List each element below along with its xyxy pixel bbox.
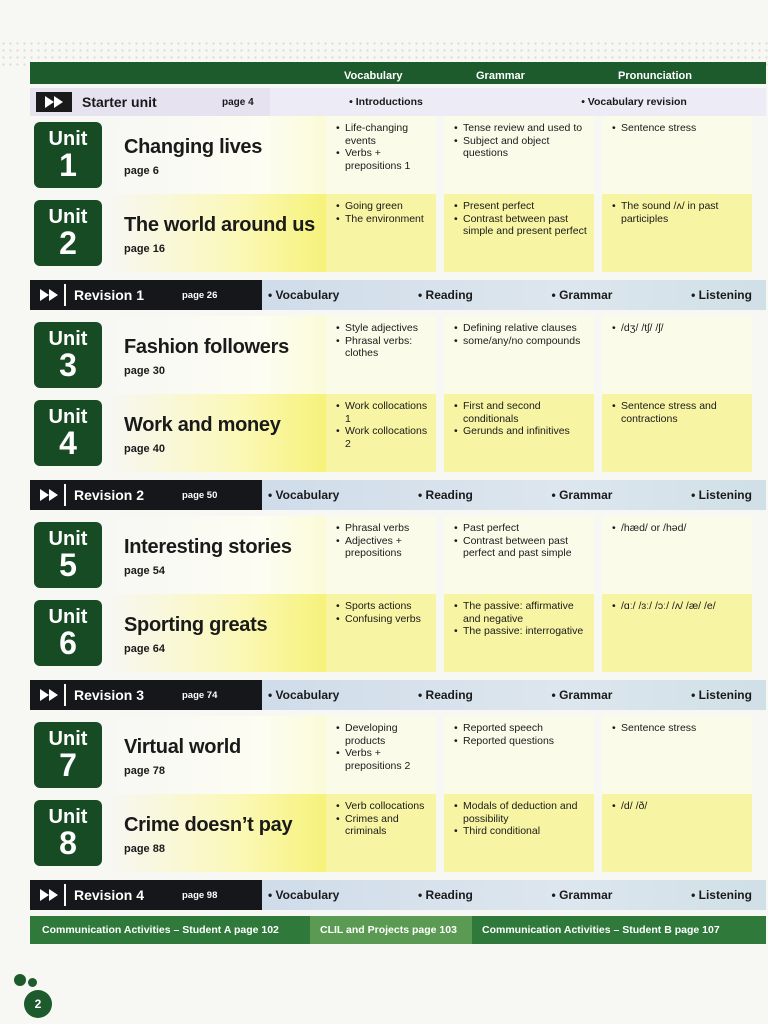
unit-label: Unit [48, 128, 88, 150]
vocabulary-item: • Verbs + prepositions 2 [336, 747, 430, 772]
vocabulary-item: • Confusing verbs [336, 613, 430, 626]
footer-bar [30, 916, 766, 944]
revision-item: • Reading [418, 288, 473, 302]
pronunciation-item: • /hæd/ or /həd/ [612, 522, 746, 535]
unit-badge [34, 122, 102, 188]
revision-label-block [30, 480, 262, 510]
unit-row[interactable] [30, 516, 766, 594]
pronunciation-list [612, 322, 746, 335]
revision-title: Revision 3 [74, 687, 145, 703]
grammar-item: • Modals of deduction and possibility [454, 800, 588, 825]
vocabulary-item: • Going green [336, 200, 430, 213]
revision-item: • Listening [691, 888, 752, 902]
grammar-item: • Gerunds and infinitives [454, 425, 588, 438]
vocabulary-list [336, 322, 430, 360]
revision-label-block [30, 280, 262, 310]
unit-row[interactable] [30, 716, 766, 794]
revision-item: • Listening [691, 488, 752, 502]
contents-table [30, 62, 766, 944]
pronunciation-column [602, 716, 752, 794]
fast-forward-icon [36, 92, 72, 112]
header-vocabulary: Vocabulary [344, 70, 403, 82]
fast-forward-icon [34, 884, 66, 906]
revision-title: Revision 4 [74, 887, 145, 903]
decorative-dot [28, 978, 37, 987]
grammar-item: • Subject and object questions [454, 135, 588, 160]
footer-clil[interactable]: CLIL and Projects page 103 [310, 916, 472, 944]
starter-page: page 4 [222, 96, 254, 108]
revision-item: • Grammar [551, 888, 613, 902]
vocabulary-item: • Developing products [336, 722, 430, 747]
grammar-list [454, 800, 588, 838]
revision-row[interactable] [30, 280, 766, 310]
revision-item: • Listening [691, 288, 752, 302]
grammar-list [454, 322, 588, 347]
pronunciation-item: • Sentence stress and contractions [612, 400, 746, 425]
starter-item: • Introductions [349, 96, 423, 108]
grammar-item: • Past perfect [454, 522, 588, 535]
vocabulary-item: • Adjectives + prepositions [336, 535, 430, 560]
unit-label: Unit [48, 206, 88, 228]
unit-title[interactable]: Crime doesn’t pay [124, 814, 293, 836]
pronunciation-item: • Sentence stress [612, 722, 746, 735]
unit-page: page 64 [124, 643, 165, 655]
unit-row[interactable] [30, 594, 766, 672]
revision-label-block [30, 680, 262, 710]
grammar-item: • First and second conditionals [454, 400, 588, 425]
fast-forward-icon [34, 484, 66, 506]
revision-items [262, 680, 766, 710]
vocabulary-list [336, 122, 430, 172]
unit-badge [34, 600, 102, 666]
pronunciation-item: • /ɑː/ /ɜː/ /ɔː/ /ʌ/ /æ/ /e/ [612, 600, 746, 613]
grammar-column [444, 716, 594, 794]
vocabulary-list [336, 522, 430, 560]
unit-page: page 16 [124, 243, 165, 255]
grammar-item: • Defining relative clauses [454, 322, 588, 335]
unit-badge [34, 400, 102, 466]
revision-item: • Vocabulary [268, 488, 340, 502]
grammar-column [444, 794, 594, 872]
revision-item: • Grammar [551, 288, 613, 302]
revision-item: • Vocabulary [268, 688, 340, 702]
revision-page: page 50 [182, 489, 218, 501]
vocabulary-column [326, 116, 436, 194]
grammar-item: • The passive: affirmative and negative [454, 600, 588, 625]
starter-items [270, 88, 766, 116]
unit-number: 5 [59, 547, 77, 583]
vocabulary-column [326, 716, 436, 794]
unit-page: page 54 [124, 565, 165, 577]
revision-row[interactable] [30, 680, 766, 710]
vocabulary-list [336, 722, 430, 772]
vocabulary-item: • Verb collocations [336, 800, 430, 813]
unit-title-cell [108, 794, 326, 872]
unit-badge [34, 722, 102, 788]
pronunciation-column [602, 194, 752, 272]
unit-badge [34, 322, 102, 388]
grammar-item: • Present perfect [454, 200, 588, 213]
unit-number: 4 [59, 425, 77, 461]
page-number: 2 [24, 990, 52, 1018]
pronunciation-column [602, 516, 752, 594]
unit-number: 2 [59, 225, 77, 261]
vocabulary-list [336, 600, 430, 625]
grammar-column [444, 594, 594, 672]
vocabulary-item: • Verbs + prepositions 1 [336, 147, 430, 172]
vocabulary-list [336, 800, 430, 838]
unit-page: page 40 [124, 443, 165, 455]
unit-label: Unit [48, 806, 88, 828]
unit-title[interactable]: Interesting stories [124, 536, 292, 558]
unit-number: 6 [59, 625, 77, 661]
grammar-item: • The passive: interrogative [454, 625, 588, 638]
fast-forward-icon [34, 284, 66, 306]
unit-page: page 30 [124, 365, 165, 377]
grammar-list [454, 722, 588, 747]
revision-item: • Reading [418, 888, 473, 902]
pronunciation-list [612, 600, 746, 613]
revision-item: • Grammar [551, 688, 613, 702]
unit-title-cell [108, 516, 326, 594]
unit-title[interactable]: The world around us [124, 214, 315, 236]
unit-label: Unit [48, 606, 88, 628]
grammar-column [444, 516, 594, 594]
unit-label: Unit [48, 406, 88, 428]
unit-title[interactable]: Work and money [124, 414, 281, 436]
vocabulary-item: • Phrasal verbs: clothes [336, 335, 430, 360]
unit-title-cell [108, 316, 326, 394]
column-header-bar [30, 62, 766, 84]
pronunciation-list [612, 400, 746, 425]
revision-title: Revision 1 [74, 287, 145, 303]
unit-title[interactable]: Fashion followers [124, 336, 289, 358]
revision-row[interactable] [30, 480, 766, 510]
grammar-column [444, 194, 594, 272]
unit-row[interactable] [30, 194, 766, 272]
header-pronunciation: Pronunciation [618, 70, 692, 82]
unit-page: page 6 [124, 165, 159, 177]
grammar-list [454, 522, 588, 560]
starter-item: • Vocabulary revision [581, 96, 687, 108]
grammar-item: • Third conditional [454, 825, 588, 838]
revision-page: page 74 [182, 689, 218, 701]
pronunciation-column [602, 394, 752, 472]
vocabulary-item: • Life-changing events [336, 122, 430, 147]
unit-list [30, 116, 766, 910]
pronunciation-column [602, 594, 752, 672]
pronunciation-list [612, 200, 746, 225]
unit-badge [34, 200, 102, 266]
vocabulary-column [326, 316, 436, 394]
grammar-item: • Reported speech [454, 722, 588, 735]
unit-row[interactable] [30, 316, 766, 394]
unit-title-cell [108, 716, 326, 794]
pronunciation-column [602, 316, 752, 394]
unit-badge [34, 800, 102, 866]
grammar-item: • Contrast between past perfect and past simple [454, 535, 588, 560]
unit-row[interactable] [30, 116, 766, 194]
unit-page: page 78 [124, 765, 165, 777]
revision-item: • Listening [691, 688, 752, 702]
vocabulary-item: • The environment [336, 213, 430, 226]
unit-title-cell [108, 594, 326, 672]
unit-label: Unit [48, 728, 88, 750]
unit-title-cell [108, 116, 326, 194]
vocabulary-item: • Style adjectives [336, 322, 430, 335]
vocabulary-list [336, 400, 430, 450]
unit-title-cell [108, 394, 326, 472]
grammar-list [454, 200, 588, 238]
revision-label-block [30, 880, 262, 910]
unit-title[interactable]: Sporting greats [124, 614, 268, 636]
pronunciation-column [602, 794, 752, 872]
grammar-item: • Reported questions [454, 735, 588, 748]
pronunciation-item: • /d/ /ð/ [612, 800, 746, 813]
vocabulary-item: • Sports actions [336, 600, 430, 613]
revision-items [262, 280, 766, 310]
pronunciation-column [602, 116, 752, 194]
grammar-column [444, 394, 594, 472]
unit-label: Unit [48, 328, 88, 350]
revision-item: • Grammar [551, 488, 613, 502]
starter-title: Starter unit [82, 94, 157, 110]
revision-title: Revision 2 [74, 487, 145, 503]
header-grammar: Grammar [476, 70, 525, 82]
revision-item: • Vocabulary [268, 888, 340, 902]
vocabulary-column [326, 394, 436, 472]
pronunciation-item: • The sound /ʌ/ in past participles [612, 200, 746, 225]
footer-student-b[interactable]: Communication Activities – Student B page 107 [482, 924, 720, 936]
vocabulary-column [326, 194, 436, 272]
grammar-list [454, 400, 588, 438]
vocabulary-item: • Work collocations 2 [336, 425, 430, 450]
revision-row[interactable] [30, 880, 766, 910]
revision-item: • Reading [418, 488, 473, 502]
vocabulary-column [326, 594, 436, 672]
revision-page: page 26 [182, 289, 218, 301]
grammar-list [454, 600, 588, 638]
pronunciation-list [612, 522, 746, 535]
pronunciation-list [612, 800, 746, 813]
unit-title[interactable]: Virtual world [124, 736, 241, 758]
revision-page: page 98 [182, 889, 218, 901]
grammar-list [454, 122, 588, 160]
vocabulary-column [326, 516, 436, 594]
unit-number: 7 [59, 747, 77, 783]
vocabulary-column [326, 794, 436, 872]
grammar-item: • Tense review and used to [454, 122, 588, 135]
revision-item: • Reading [418, 688, 473, 702]
unit-number: 8 [59, 825, 77, 861]
revision-item: • Vocabulary [268, 288, 340, 302]
unit-row[interactable] [30, 794, 766, 872]
revision-items [262, 880, 766, 910]
unit-title-cell [108, 194, 326, 272]
unit-title[interactable]: Changing lives [124, 136, 263, 158]
pronunciation-item: • Sentence stress [612, 122, 746, 135]
unit-number: 1 [59, 147, 77, 183]
starter-unit-row[interactable] [30, 88, 766, 116]
unit-page: page 88 [124, 843, 165, 855]
revision-items [262, 480, 766, 510]
pronunciation-list [612, 722, 746, 735]
vocabulary-item: • Crimes and criminals [336, 813, 430, 838]
grammar-item: • some/any/no compounds [454, 335, 588, 348]
pronunciation-item: • /dʒ/ /tʃ/ /ʃ/ [612, 322, 746, 335]
unit-badge [34, 522, 102, 588]
vocabulary-item: • Work collocations 1 [336, 400, 430, 425]
grammar-item: • Contrast between past simple and present perfect [454, 213, 588, 238]
unit-label: Unit [48, 528, 88, 550]
grammar-column [444, 116, 594, 194]
unit-row[interactable] [30, 394, 766, 472]
grammar-column [444, 316, 594, 394]
decorative-dot [14, 974, 26, 986]
vocabulary-item: • Phrasal verbs [336, 522, 430, 535]
fast-forward-icon [34, 684, 66, 706]
unit-number: 3 [59, 347, 77, 383]
footer-student-a[interactable]: Communication Activities – Student A page 102 [42, 924, 279, 936]
pronunciation-list [612, 122, 746, 135]
vocabulary-list [336, 200, 430, 225]
